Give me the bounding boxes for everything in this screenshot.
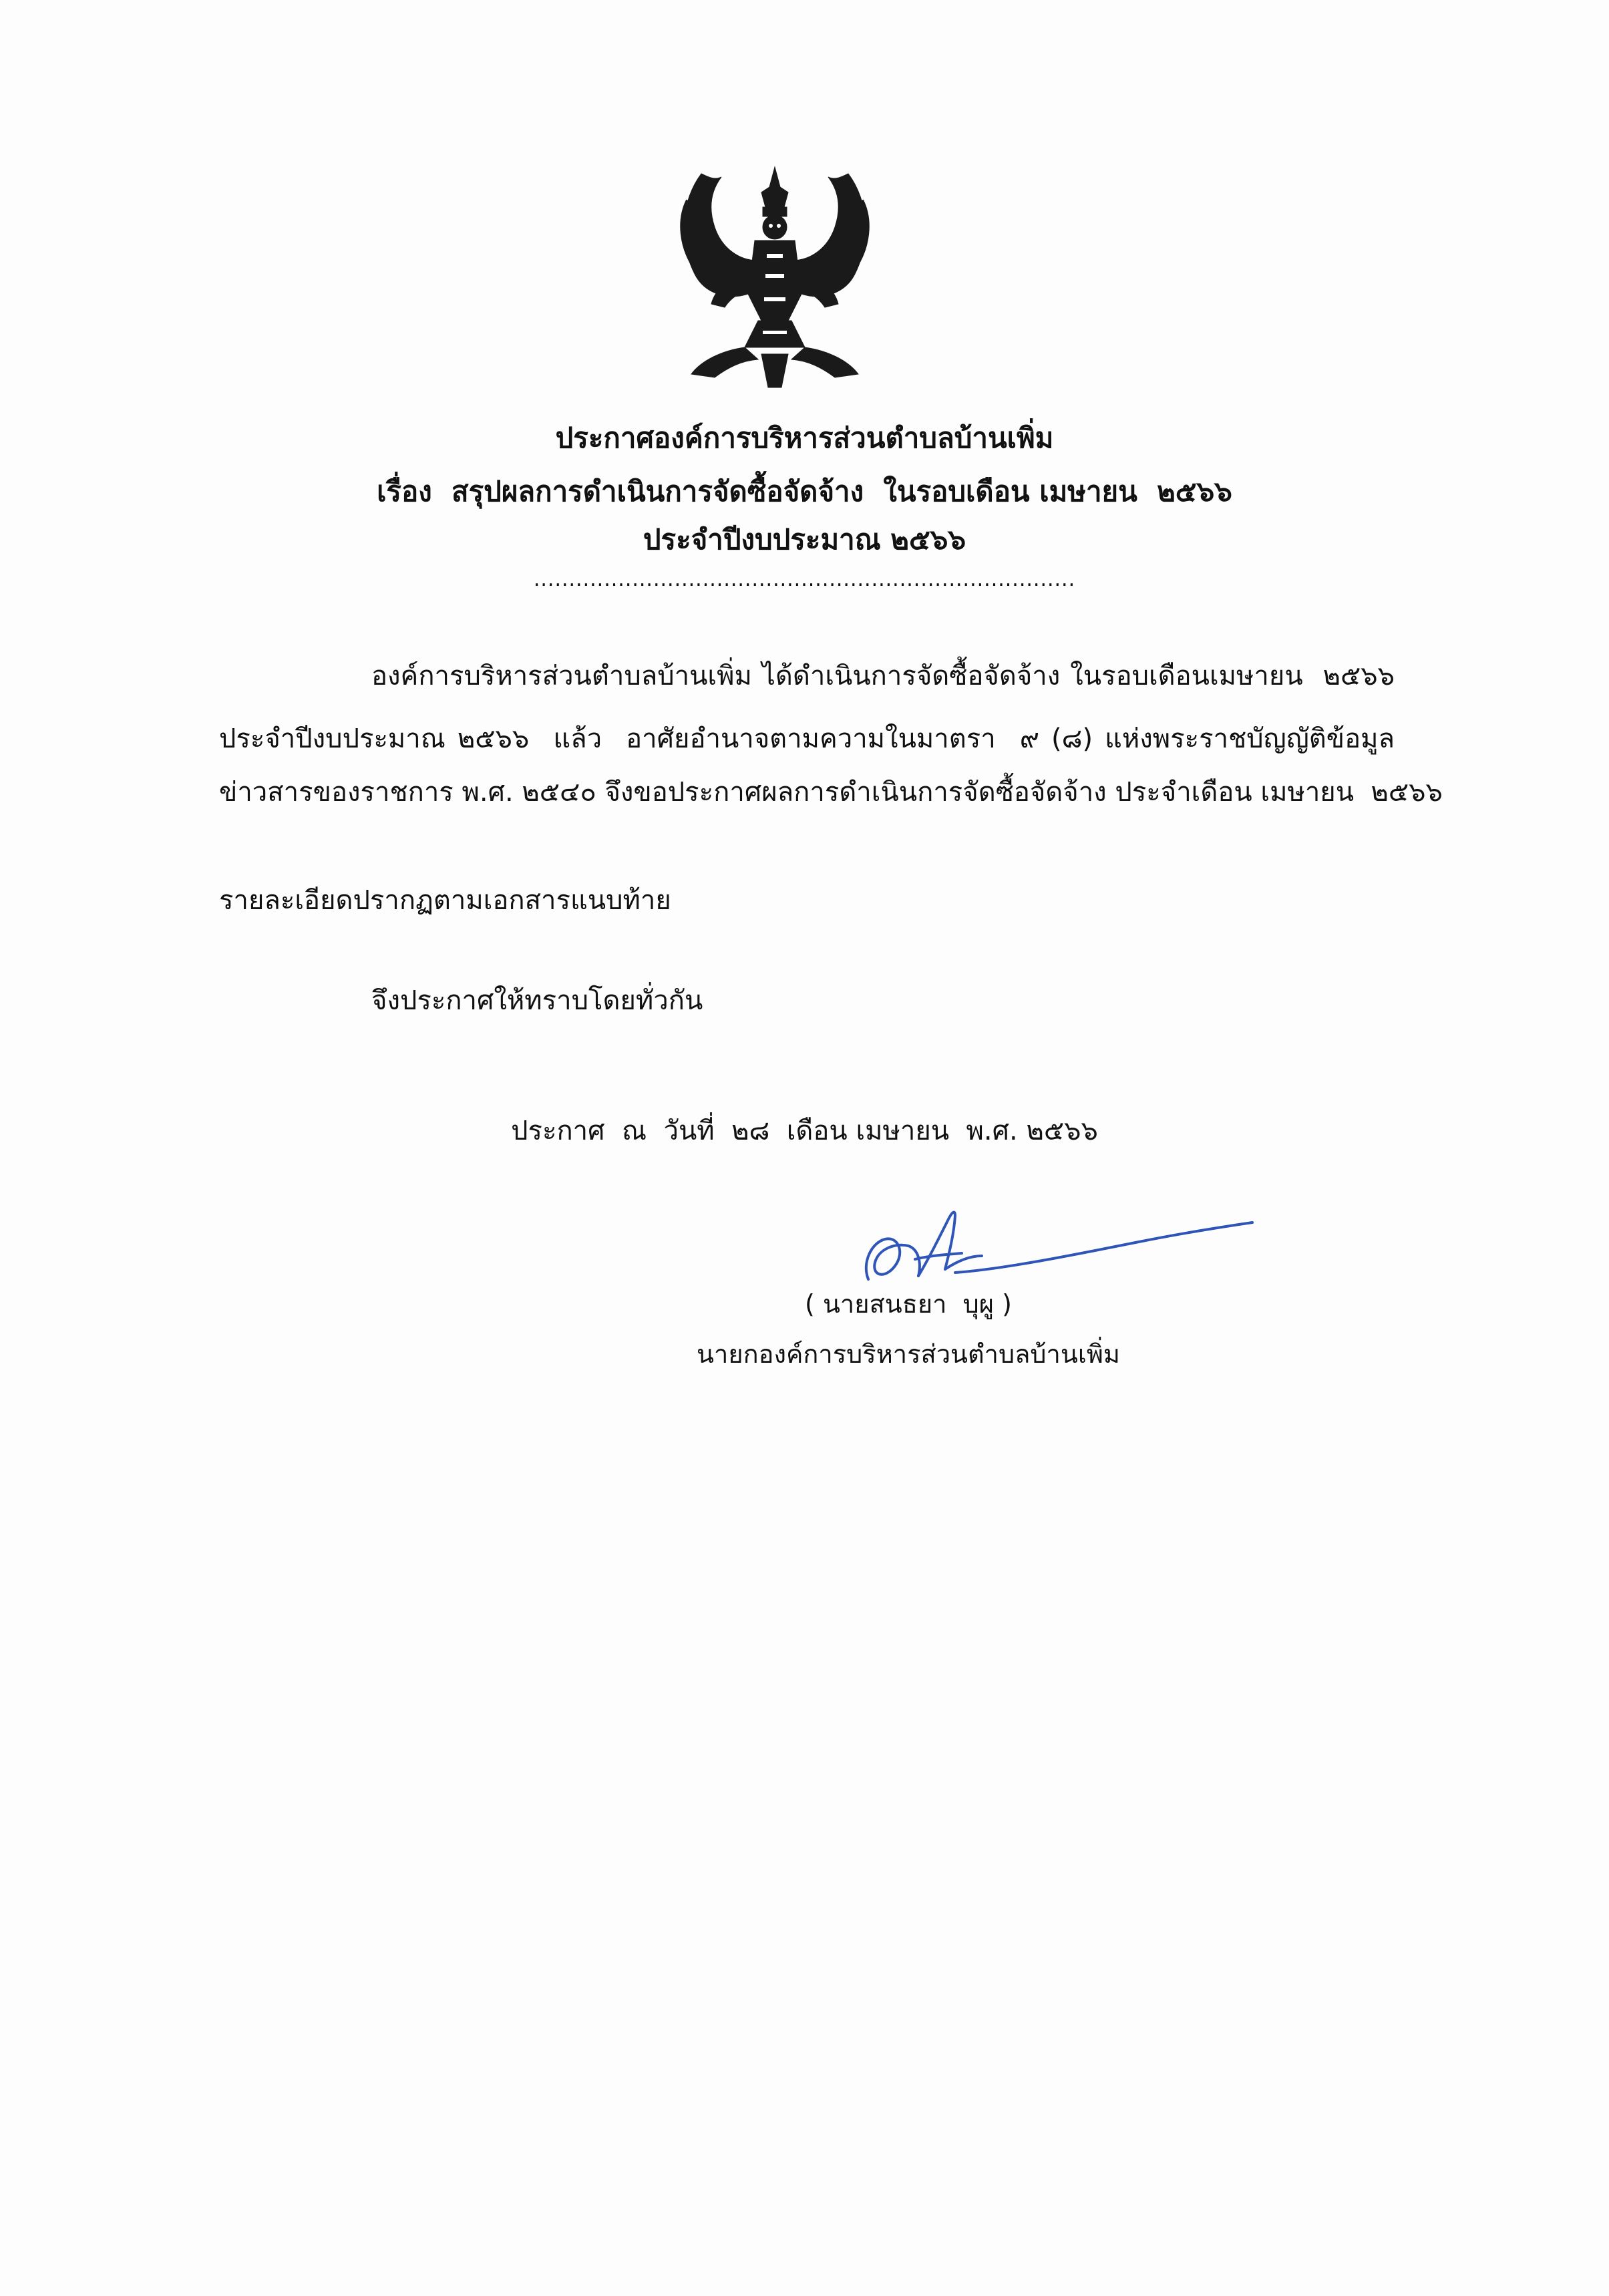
- garuda-emblem: [675, 160, 875, 391]
- body-paragraph-line-1: องค์การบริหารส่วนตำบลบ้านเพิ่ม ได้ดำเนินการจัดซื้อจัดจ้าง ในรอบเดือนเมษายน ๒๕๖๖: [371, 661, 1395, 691]
- signer-title: นายกองค์การบริหารส่วนตำบลบ้านเพิ่ม: [697, 1339, 1120, 1369]
- body-paragraph-line-3: ข่าวสารของราชการ พ.ศ. ๒๕๔๐ จึงขอประกาศผลการดำเนินการจัดซื้อจัดจ้าง ประจำเดือน เมษายน ๒๕๖๖: [219, 777, 1443, 808]
- announcement-subject: เรื่อง สรุปผลการดำเนินการจัดซื้อจัดจ้าง ในรอบเดือน เมษายน ๒๕๖๖: [377, 475, 1232, 508]
- dotted-separator: .............................................................................: [533, 568, 1076, 591]
- body-paragraph-line-2: ประจำปีงบประมาณ ๒๕๖๖ แล้ว อาศัยอำนาจตามความในมาตรา ๙ (๘) แห่งพระราชบัญญัติข้อมูล: [219, 723, 1395, 754]
- body-paragraph-line-4: รายละเอียดปรากฏตามเอกสารแนบท้าย: [219, 885, 671, 916]
- handwritten-signature: [855, 1196, 1256, 1296]
- closing-statement: จึงประกาศให้ทราบโดยทั่วกัน: [371, 985, 703, 1016]
- announcement-title: ประกาศองค์การบริหารส่วนตำบลบ้านเพิ่ม: [555, 422, 1054, 454]
- signer-name: ( นายสนธยา บุผู ): [805, 1289, 1012, 1319]
- announcement-date: ประกาศ ณ วันที่ ๒๘ เดือน เมษายน พ.ศ. ๒๕๖๖: [511, 1116, 1098, 1146]
- announcement-fiscal-year: ประจำปีงบประมาณ ๒๕๖๖: [643, 523, 966, 556]
